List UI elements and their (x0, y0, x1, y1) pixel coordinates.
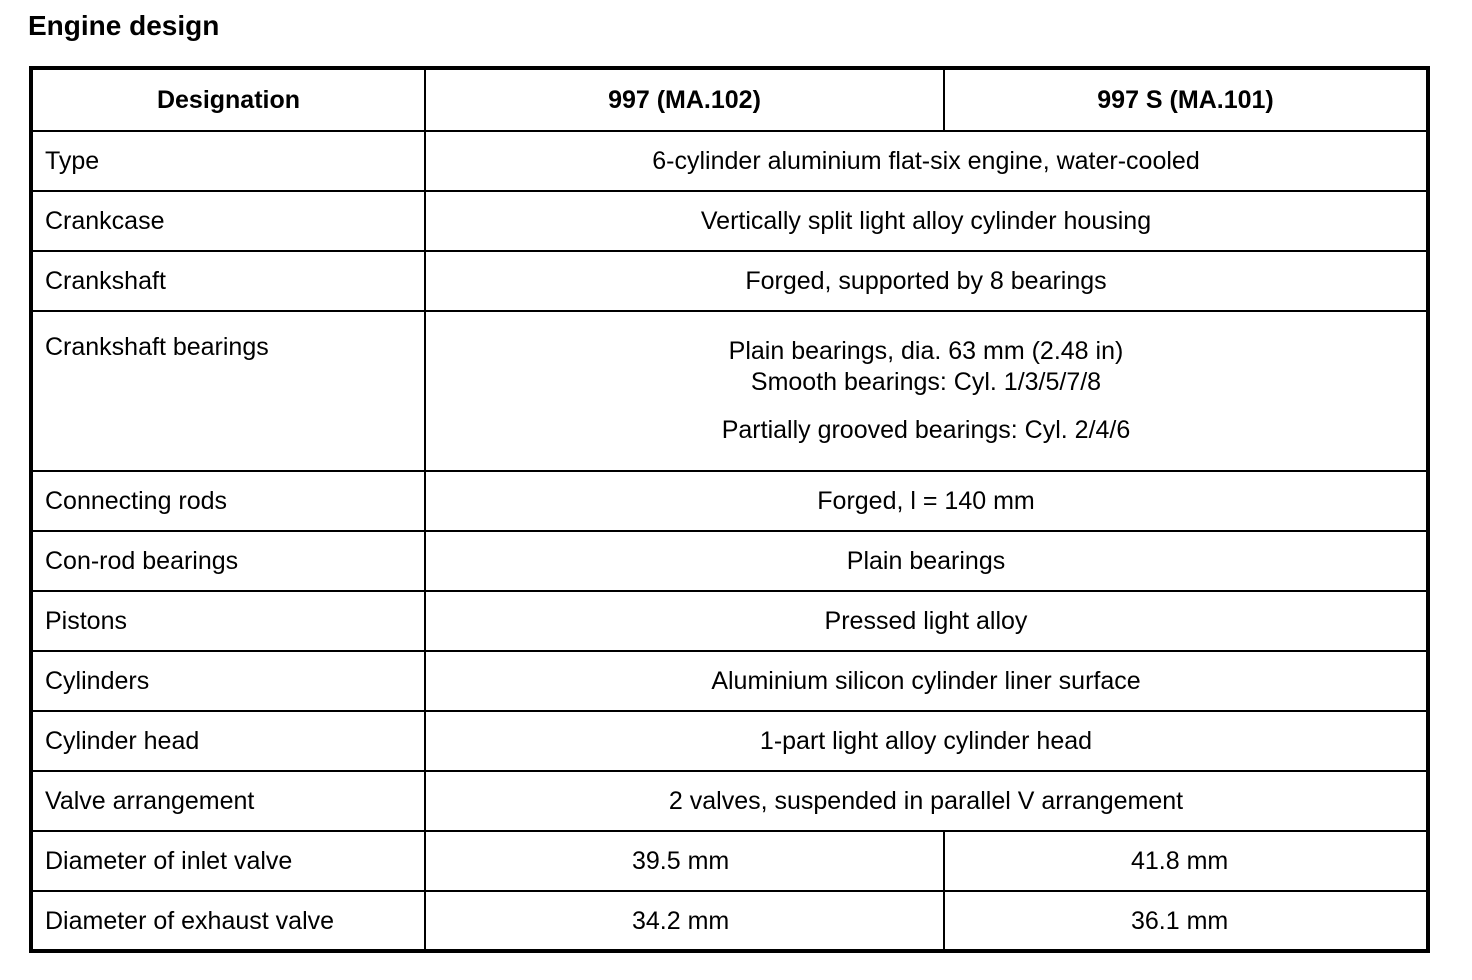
row-value-997: 39.5 mm (425, 831, 944, 891)
row-label: Cylinder head (31, 711, 425, 771)
row-value: Aluminium silicon cylinder liner surface (425, 651, 1428, 711)
row-label: Valve arrangement (31, 771, 425, 831)
row-label: Cylinders (31, 651, 425, 711)
row-value-997s: 36.1 mm (944, 891, 1428, 951)
header-997s: 997 S (MA.101) (944, 68, 1428, 131)
row-label: Crankshaft (31, 251, 425, 311)
row-value-997: 34.2 mm (425, 891, 944, 951)
row-value: 2 valves, suspended in parallel V arrangement (425, 771, 1428, 831)
row-label: Diameter of inlet valve (31, 831, 425, 891)
row-value: Pressed light alloy (425, 591, 1428, 651)
row-value: Forged, supported by 8 bearings (425, 251, 1428, 311)
row-value: Forged, l = 140 mm (425, 471, 1428, 531)
row-value-line: Plain bearings, dia. 63 mm (2.48 in) (728, 337, 1124, 365)
table-row (31, 251, 1428, 311)
table-row (31, 591, 1428, 651)
row-value: Plain bearings (425, 531, 1428, 591)
row-value-997s: 41.8 mm (944, 831, 1428, 891)
header-designation: Designation (31, 68, 425, 131)
table-row (31, 191, 1428, 251)
table-row (31, 471, 1428, 531)
table-header-row (31, 68, 1428, 131)
row-value: Vertically split light alloy cylinder housing (425, 191, 1428, 251)
table-row (31, 531, 1428, 591)
row-label: Con-rod bearings (31, 531, 425, 591)
row-label: Diameter of exhaust valve (31, 891, 425, 951)
row-value: 6-cylinder aluminium flat-six engine, water-cooled (425, 131, 1428, 191)
row-value-line: Partially grooved bearings: Cyl. 2/4/6 (721, 416, 1131, 444)
table-row (31, 771, 1428, 831)
page-title: Engine design (28, 10, 220, 41)
table-row (31, 311, 1428, 471)
table-row (31, 831, 1428, 891)
table-row (31, 891, 1428, 951)
header-997: 997 (MA.102) (425, 68, 944, 131)
row-value-multiline (425, 311, 1428, 471)
table-row (31, 131, 1428, 191)
row-value: 1-part light alloy cylinder head (425, 711, 1428, 771)
row-label: Connecting rods (31, 471, 425, 531)
table-row (31, 711, 1428, 771)
row-label: Crankcase (31, 191, 425, 251)
row-value-line: Smooth bearings: Cyl. 1/3/5/7/8 (750, 368, 1102, 396)
row-label: Pistons (31, 591, 425, 651)
row-label: Crankshaft bearings (31, 311, 425, 471)
row-label: Type (31, 131, 425, 191)
table-row (31, 651, 1428, 711)
engine-spec-table (29, 66, 1430, 953)
